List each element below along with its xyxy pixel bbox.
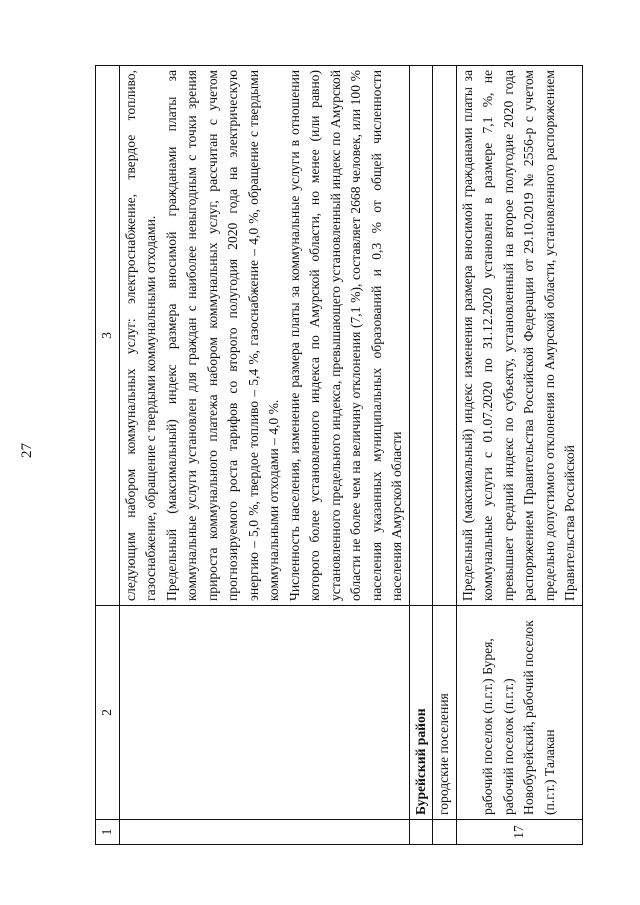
paragraph-population: Численность населения, изменение размера платы за коммунальные услуги в отношении которого более установленного индекса по Амурской области, но менее (или равно) установленного предельного индекса, превышающего установленный индекс по Амурской области не более чем на величину отклонения (7,1 %), составляет 2668 человек, или 100 % населения указанных муниципальных образований и 0,3 % от общей численности населения Амурской области bbox=[286, 70, 404, 601]
row-number: 17 bbox=[456, 820, 582, 845]
row-name: рабочий поселок (п.г.т.) Бурея, рабочий поселок (п.г.т.) Новобурейский, рабочий поселок (п.г.т.) Талакан bbox=[456, 606, 582, 820]
table-row-continuation bbox=[119, 66, 409, 845]
rotated-page-content bbox=[95, 65, 595, 845]
document-table bbox=[95, 65, 583, 845]
paragraph-services: следующим набором коммунальных услуг: электроснабжение, твердое топливо, газоснабжение, обращение с твердыми коммунальными отходами. bbox=[122, 70, 158, 601]
cell-description bbox=[409, 66, 433, 606]
page-number: 27 bbox=[19, 443, 35, 458]
cell-num bbox=[433, 820, 457, 845]
cell-num bbox=[409, 820, 433, 845]
paragraph-index: Предельный (максимальный) индекс размера вносимой гражданами платы за коммунальные услуги установлен для граждан с наиболее невыгодным с точки зрения прироста коммунального платежа набором коммунальных услуг, рассчитан с учетом прогнозируемого роста тарифов со второго полугодия 2020 года на электрическую энергию – 5,0 %, твердое топливо – 5,4 %, газоснабжение – 4,0 %, обращение с твердыми коммунальными отходами – 4,0 %. bbox=[163, 70, 281, 601]
header-col-3: 3 bbox=[96, 66, 120, 606]
cell-name bbox=[119, 606, 409, 820]
cell-num bbox=[119, 820, 409, 845]
settlements-label: городские поселения bbox=[433, 606, 457, 820]
header-col-1: 1 bbox=[96, 820, 120, 845]
table-row-17 bbox=[456, 66, 582, 845]
row-description: Предельный (максимальный) индекс изменения размера вносимой гражданами платы за коммунальные услуги с 01.07.2020 по 31.12.2020 установлен в размере 7,1 %, не превышает средний индекс по субъекту, установленный на второе полугодие 2020 года распоряжением Правительства Российской Федерации от 29.10.2019 № 2556-р с учетом предельно допустимого отклонения по Амурской области, установленного распоряжением Правительства Российской bbox=[456, 66, 582, 606]
district-label: Бурейский район bbox=[409, 606, 433, 820]
cell-description bbox=[433, 66, 457, 606]
cell-description bbox=[119, 66, 409, 606]
table-header-row bbox=[96, 66, 120, 845]
header-col-2: 2 bbox=[96, 606, 120, 820]
table-row-district bbox=[409, 66, 433, 845]
table-row-settlements bbox=[433, 66, 457, 845]
